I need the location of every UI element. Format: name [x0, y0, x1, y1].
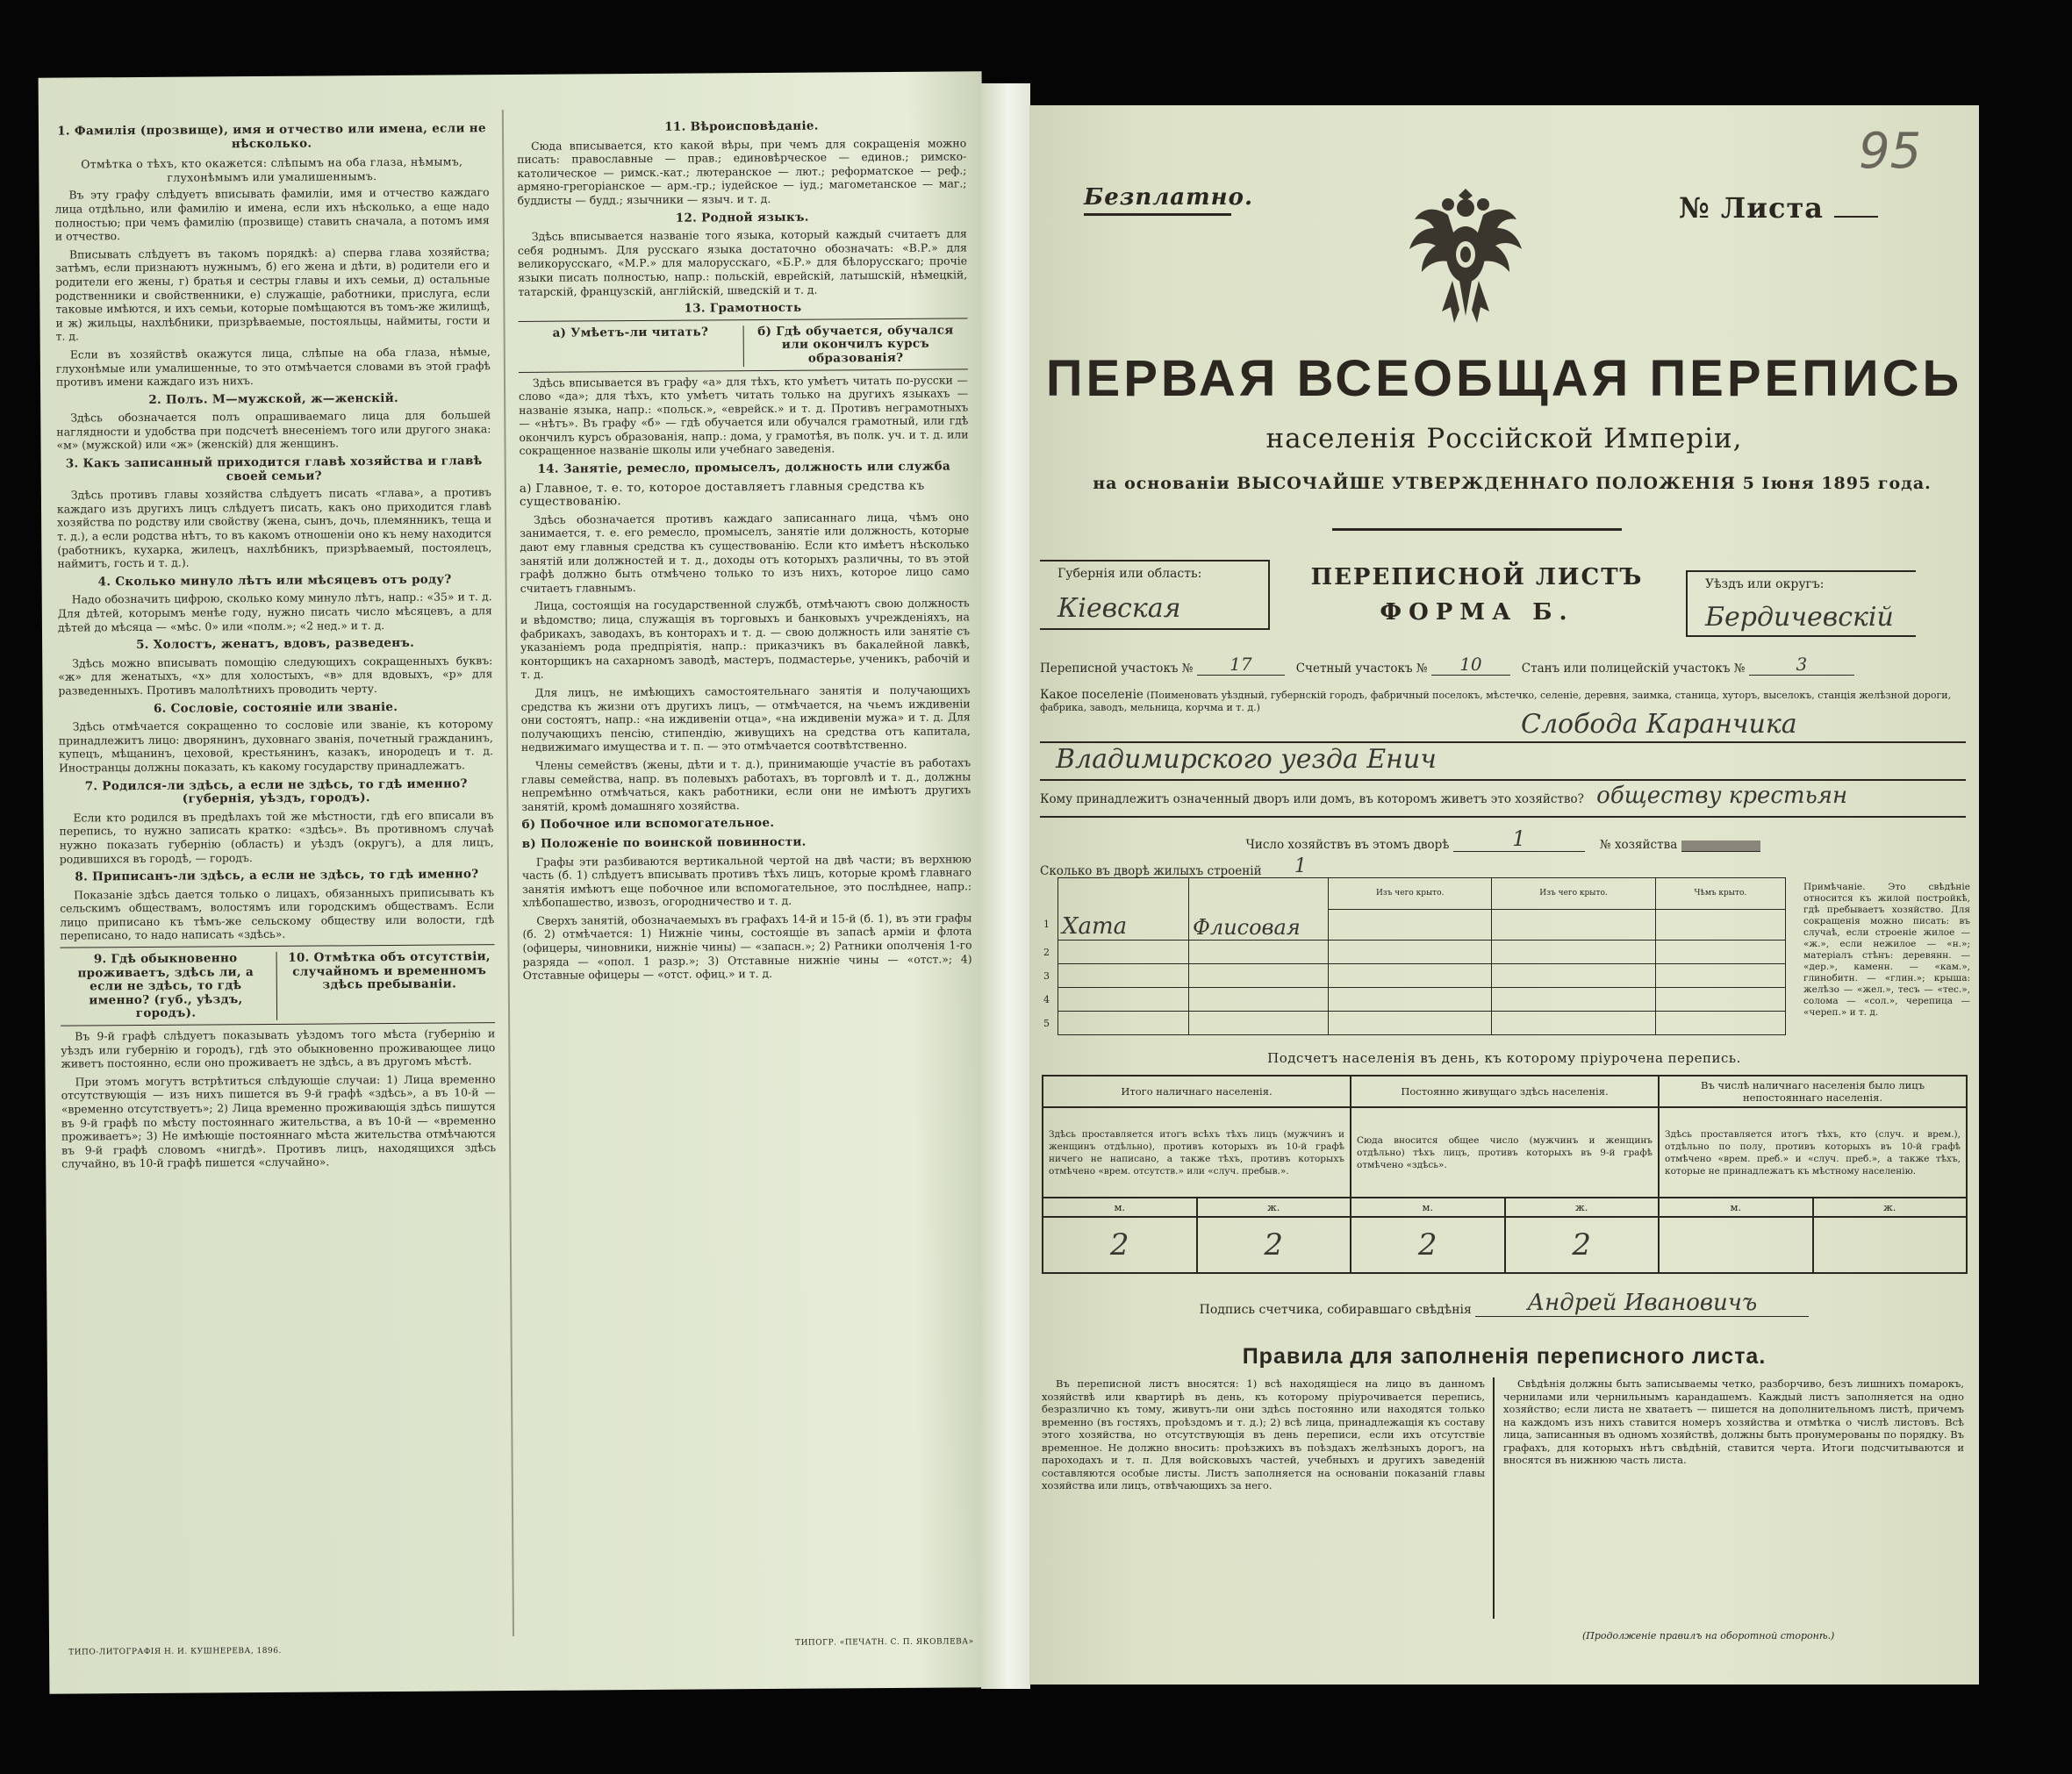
row-number: 3: [1043, 969, 1050, 982]
population-value: [1813, 1217, 1968, 1273]
households-value: 1: [1453, 826, 1585, 852]
column-divider: [502, 110, 514, 1636]
form-type-title: ПЕРЕПИСНОЙ ЛИСТЪ: [1310, 564, 1644, 590]
settlement-value: Слобода Каранчика: [1521, 709, 1797, 740]
sex-label: ж.: [1197, 1198, 1351, 1217]
population-value: 2: [1505, 1217, 1660, 1273]
district-row: [1040, 654, 1966, 676]
owner-value: обществу крестьян: [1596, 783, 1848, 809]
paragraph: Графы эти разбиваются вертикальной чертой на двѣ части; въ верхнюю часть (б. 1) слѣдуетъ вписывать противъ тѣхъ лицъ, которые кромѣ главнаго занятія имѣютъ еще побочное или вспомогательное, это послѣднее, напр.: хлѣбопашество, извозъ, огородничество и т. д.: [521, 851, 972, 910]
table-cell: Сюда вносится общее число (мужчинъ и женщинъ отдѣльно) тѣхъ лицъ, противъ которыхъ въ 9-й графѣ отмѣчено «здѣсь».: [1351, 1107, 1659, 1198]
population-value: 2: [1043, 1217, 1197, 1273]
book-spine: [981, 83, 1030, 1689]
form-subtitle: населенія Россійской Имперіи,: [1265, 423, 1743, 454]
section-heading: 7. Родился-ли здѣсь, а если не здѣсь, то гдѣ именно? (губернія, уѣздъ, городъ).: [84, 776, 468, 806]
title-rule: [1332, 528, 1622, 531]
rules-column-2: [1503, 1377, 1964, 1471]
paragraph: Сюда вписывается, кто какой вѣры, при чемъ для сокращенія можно писать: православные — прав.; единовѣрческое — единов.; римско-католическое — римск.-кат.; лютеранское — лют.; реформатское — реф.; армяно-грегоріанское — арм.-гр.; іудейское — іуд.; магометанское — маг.; буддисты — будд.; язычники — языч. и т. д.: [517, 135, 967, 207]
section-heading: 9. Гдѣ обыкновенно проживаетъ, здѣсь ли, а если не здѣсь, то гдѣ именно? (губ., уѣздъ, городъ).: [61, 952, 278, 1022]
paragraph: При этомъ могутъ встрѣтиться слѣдующіе случаи: 1) Лица временно отсутствующія — изъ нихъ пишется въ 9-й графѣ «здѣсь», а въ 10-й — «временно отсутствуетъ»; 2) Лица временно проживающія здѣсь пишутся въ 9-й графѣ по мѣсту постояннаго жительства, а въ 10-й — «временно проживаетъ»; 3) Не имѣющіе постояннаго мѣста жительства отмѣчаются въ 9-й графѣ словомъ «нигдѣ». Противъ лицъ, находящихся здѣсь случайно, въ 10-й графѣ пишется «случайно».: [61, 1071, 497, 1170]
section-heading: 4. Сколько минуло лѣтъ или мѣсяцевъ отъ роду?: [97, 572, 452, 590]
sheet-number: [1679, 191, 1878, 225]
sex-label: м.: [1659, 1198, 1813, 1217]
buildings-row: [1040, 855, 1966, 878]
paragraph: Члены семействъ (жены, дѣти и т. д.), принимающіе участіе въ работахъ главы семейства, напр. въ полевыхъ работахъ, въ торговлѣ и т. д., должны непремѣнно отмѣчаться, какъ работники, если они не имѣютъ другихъ занятій, кромѣ домашняго хозяйства.: [521, 755, 971, 813]
paragraph: Для лицъ, не имѣющихъ самостоятельнаго занятія и получающихъ средства къ жизни отъ другихъ лицъ, — отмѣчается, на чьемъ иждивеніи они состоятъ, напр.: «на иждивеніи отца», «на иждивеніи мужа» и т. д. Для получающихъ пенсію, стипендію, живущихъ на средства отъ капитала, недвижимаго имущества и т. п. — это отмѣчается соотвѣтственно.: [520, 683, 971, 755]
rules-title: Правила для заполненія переписного листа.: [1242, 1344, 1767, 1369]
paragraph: Въ эту графу слѣдуетъ вписывать фамиліи, имя и отчество каждаго лица отдѣльно, или фамилію и имена, если ихъ нѣсколько, а еще надо полностью; при чемъ фамилію (прозвище) ставить сначала, а потомъ имя и отчество.: [54, 185, 490, 243]
station-label: Станъ или полицейскій участокъ №: [1521, 662, 1746, 676]
gubernia-box: [1040, 560, 1270, 630]
section-heading: 8. Приписанъ-ли здѣсь, а если не здѣсь, то гдѣ именно?: [75, 867, 479, 884]
uezd-value: Бердичевскій: [1705, 602, 1894, 633]
households-row: [1040, 826, 1966, 852]
section-heading: 5. Холостъ, женатъ, вдовъ, разведенъ.: [136, 635, 415, 653]
sex-label: ж.: [1813, 1198, 1968, 1217]
section-heading: 14. Занятіе, ремесло, промыселъ, должность или служба: [537, 459, 951, 476]
section-heading: 6. Сословіе, состояніе или званіе.: [153, 699, 398, 716]
paragraph: Надо обозначить цифрою, сколько кому минуло лѣтъ, напр.: «35» и т. д. Для дѣтей, которымъ менѣе году, нужно писать число мѣсяцевъ, а для дѣтей до мѣсяца — «мѣс. 0» или «полм.»; «2 нед.» и т. д.: [57, 590, 492, 634]
population-caption: Подсчетъ населенія въ день, къ которому пріурочена перепись.: [1267, 1050, 1741, 1066]
paragraph: Если въ хозяйствѣ окажутся лица, слѣпые на оба глаза, нѣмые, глухонѣмые или умалишенные, то это отмѣчается словами въ этой графѣ противъ имени каждаго изъ нихъ.: [55, 345, 491, 389]
table-row: [1043, 1198, 1967, 1217]
rules-continued-note: (Продолженіе правилъ на оборотной сторонѣ.): [1582, 1630, 1835, 1642]
table-cell: Здѣсь проставляется итогъ тѣхъ, кто (случ. и врем.), отдѣльно по полу, противъ которыхъ въ 10-й графѣ отмѣчено «врем. преб.» и «случ. преб.», а также тѣхъ, которые не принадлежатъ къ мѣстному населенію.: [1659, 1107, 1967, 1198]
table-row: [1040, 988, 1786, 1012]
census-form-page: [1029, 105, 1979, 1685]
district-label: Переписной участокъ №: [1040, 662, 1194, 676]
count-district-value: 10: [1431, 654, 1510, 676]
gubernia-label: Губернія или область:: [1058, 567, 1202, 581]
free-label: Безплатно.: [1084, 184, 1253, 211]
paragraph: Здѣсь можно вписывать помощію следующихъ сокращенныхъ буквъ: «ж» для женатыхъ, «х» для холостыхъ, «в» для вдовыхъ, «р» для разведенныхъ. Противъ малолѣтнихъ проводить черту.: [58, 653, 493, 697]
left-column-1: [54, 117, 496, 1175]
population-value: 2: [1197, 1217, 1351, 1273]
double-headed-eagle-icon: [1400, 180, 1531, 338]
paragraph: Здѣсь вписывается названіе того языка, который каждый считаетъ для себя роднымъ. Для русскаго языка достаточно обозначать: «В.Р.» для великорусскаго, «М.Р.» для малорусскаго, «Б.Р.» для бѣлорусскаго; прочіе языки писать полностью, напр.: польскій, еврейскій, латышскій, нѣмецкій, татарскій, французскій, англійскій, шведскій и т. д.: [517, 226, 968, 298]
buildings-table: [1040, 877, 1786, 1035]
table-row: [1040, 1012, 1786, 1035]
section-subheading: а) Главное, т. е. то, которое доставляетъ главныя средства къ существованію.: [519, 478, 925, 510]
section-heading: 12. Родной языкъ.: [675, 210, 809, 225]
sheet-number-label: № Листа: [1679, 191, 1824, 225]
left-page: [39, 71, 993, 1693]
sex-label: м.: [1043, 1198, 1197, 1217]
printer-note: ТИПО-ЛИТОГРАФІЯ Н. И. КУШНЕРЕВА, 1896.: [68, 1646, 282, 1657]
paragraph: Показаніе здѣсь дается только о лицахъ, обязанныхъ приписывать къ сельскимъ обществамъ, волостямъ или городскимъ обществамъ. Если лицо приписано къ тѣмъ-же сельскому обществу или волости, гдѣ переписано, то надо написать «здѣсь».: [60, 884, 495, 943]
paragraph: Здѣсь обозначается полъ опрашиваемаго лица для большей наглядности и удобства при подсчетѣ внесеніемъ того или другого знака: «м» (мужской) или «ж» (женскій) для женщинъ.: [56, 408, 491, 453]
row-number: 4: [1043, 993, 1050, 1005]
owner-label: Кому принадлежитъ означенный дворъ или домъ, въ которомъ живетъ это хозяйство?: [1040, 792, 1584, 806]
paragraph: Въ 9-й графѣ слѣдуетъ показывать уѣздомъ того мѣста (губернію и уѣздъ или губернію и городъ), гдѣ это обыкновенно проживающее лицо живетъ постоянно, если оно проживаетъ не здѣсь, а въ другомъ мѣстѣ.: [61, 1026, 496, 1070]
form-type-code: ФОРМА Б.: [1380, 599, 1574, 626]
table-header: Итого наличнаго населенія.: [1043, 1076, 1351, 1107]
paragraph: Въ переписной листъ вносятся: 1) всѣ находящіеся на лицо въ данномъ хозяйствѣ или квартирѣ въ день, къ которому пріурочивается перепись, безразлично къ тому, живутъ-ли они здѣсь постоянно или находятся только временно (въ гостяхъ, проѣздомъ и т. д.); 2) всѣ лица, принадлежащія къ составу этого хозяйства, но отсутствующія въ день переписи, если ихъ отсутствіе временное. Не должно вносить: проѣзжихъ въ поѣздахъ желѣзныхъ дорогъ, на пароходахъ и т. п. Для войсковыхъ частей, учебныхъ и другихъ заведеній составляются особые листы. Листъ заполняется на основаніи показаній главы хозяйства или лицъ, отвѣчающихъ за него.: [1042, 1377, 1485, 1491]
population-value: [1659, 1217, 1813, 1273]
section-subheading: Отмѣтка о тѣхъ, кто окажется: слѣпымъ на оба глаза, нѣмымъ, глухонѣмымъ или умалишеннымъ.: [81, 154, 463, 184]
paragraph: Здѣсь обозначается противъ каждаго записаннаго лица, чѣмъ оно занимается, т. е. его ремесло, промыселъ, занятіе или должность, которые дают ему главныя средства къ существованію. Если кто имѣетъ нѣсколько занятій или должностей и т. д., доходы отъ которыхъ различны, то въ этой графѣ должно быть отмѣчено только то изъ нихъ, которое лицо само считаетъ главнымъ.: [520, 510, 970, 595]
table-header: Въ числѣ наличнаго населенія было лицъ непостояннаго населенія.: [1659, 1076, 1967, 1107]
uezd-box: [1686, 570, 1916, 637]
table-row: [1043, 1107, 1967, 1198]
section-subheading: б) Побочное или вспомогательное.: [521, 816, 775, 833]
sex-label: м.: [1351, 1198, 1505, 1217]
buildings-label: Сколько въ дворѣ жилыхъ строеній: [1040, 864, 1262, 878]
section-subheading: в) Положеніе по воинской повинности.: [521, 834, 807, 851]
owner-row: [1040, 783, 1966, 809]
column-divider: [1493, 1377, 1495, 1619]
section-heading: 3. Какъ записанный приходится главѣ хозяйства и главѣ своей семьи?: [65, 454, 483, 483]
rules-column-1: [1042, 1377, 1485, 1497]
table-cell: Здѣсь проставляется итогъ всѣхъ тѣхъ лицъ (мужчинъ и женщинъ отдѣльно), противъ которыхъ въ 10-й графѣ ничего не написано, а также тѣхъ, противъ которыхъ отмѣчено «врем. отсутств.» или «случ. пребыв.».: [1043, 1107, 1351, 1198]
table-row: [1040, 964, 1786, 988]
row-number: 5: [1043, 1017, 1050, 1029]
buildings-value: 1: [1265, 855, 1336, 878]
count-district-label: Счетный участокъ №: [1295, 662, 1428, 676]
household-no-label: № хозяйства: [1599, 838, 1678, 852]
signature-row: [1029, 1290, 1979, 1317]
section-heading: 11. Вѣроисповѣданіе.: [664, 118, 819, 134]
settlement-hint: (Поименовать уѣздный, губернскій городъ, фабричный поселокъ, мѣстечко, селеніе, деревня, заимка, станица, хуторъ, выселокъ, станція желѣзной дороги, фабрика, заводъ, мельница, корчма и т. д.): [1040, 690, 1952, 713]
fill-line: [1040, 816, 1966, 818]
population-value: 2: [1351, 1217, 1505, 1273]
free-label-underline: [1084, 213, 1231, 216]
printer-note: ТИПОГР. «ПЕЧАТН. С. П. ЯКОВЛЕВА»: [795, 1637, 974, 1648]
fill-line: [1040, 779, 1966, 781]
settlement-row: [1040, 689, 1966, 714]
gubernia-value: Кіевская: [1058, 593, 1181, 624]
district-value: 17: [1197, 654, 1285, 676]
section-heading: 10. Отмѣтка объ отсутствіи, случайномъ и временномъ здѣсь пребываніи.: [288, 949, 491, 992]
paragraph: Здѣсь вписывается въ графу «а» для тѣхъ, кто умѣетъ читать по-русски — слово «да»; для тѣхъ, кто умѣетъ читать только на другихъ языкахъ — названіе языка, напр.: «польск.», «еврейск.» и т. д. Противъ неграмотныхъ — «нѣтъ». Въ графу «б» — гдѣ обучается или обучался грамотный, или гдѣ окончилъ курсъ образованія, напр.: дома, у грамотѣя, въ полк. уч. и т. д. или сокращенное названіе школы или учебнаго заведенія.: [519, 372, 969, 458]
left-column-2: [517, 113, 972, 986]
section-subheading: а) Умѣетъ-ли читать?: [519, 325, 744, 368]
table-row: [1040, 878, 1786, 910]
table-header: Изъ чего крыто.: [1492, 878, 1655, 910]
table-cell: Хата: [1058, 878, 1189, 941]
sheet-number-value: [1834, 216, 1878, 218]
settlement-label: Какое поселеніе: [1040, 688, 1144, 702]
archive-page-number: 95: [1859, 123, 1922, 180]
row-number: 2: [1043, 946, 1050, 958]
table-row: [1043, 1217, 1967, 1273]
paragraph: Здѣсь отмѣчается сокращенно то сословіе или званіе, къ которому принадлежитъ лицо: дворянинъ, духовнаго званія, почетный гражданинъ, купецъ, мѣщанинъ, цеховой, крестьянинъ, казакъ, инородецъ и т. д. Иностранцы должны показать, къ какому государству принадлежатъ.: [58, 717, 494, 775]
table-header: Постоянно живущаго здѣсь населенія.: [1351, 1076, 1659, 1107]
signature-label: Подпись счетчика, собиравшаго свѣдѣнія: [1199, 1303, 1472, 1317]
paragraph: Сверхъ занятій, обозначаемыхъ въ графахъ 14-й и 15-й (б. 1), въ эти графы (б. 2) отмѣчается: 1) Нижніе чины, состоящіе въ запасѣ арміи и флота (офицеры, чиновники, нижніе чины) — «запасн.»; 2) Ратники ополченія 1-го разряда — «опол. 1 разр.»; 3) Отставные нижніе чины — «отст.»; 4) Отставные офицеры — «отст. офиц.» и т. д.: [522, 911, 972, 983]
fill-line: [1040, 741, 1966, 743]
paragraph: Лица, состоящія на государственной службѣ, отмѣчаютъ свою должность и вѣдомство; лица, служащія въ торговыхъ и банковыхъ учрежденіяхъ, на фабрикахъ, заводахъ, въ конторахъ и т. д. — свою должность или занятіе съ указаніемъ рода предпріятія, напр.: приказчикъ въ бакалейной лавкѣ, конторщикъ на сахарномъ заводѣ, мастеръ, подмастерье, ученикъ, рабочій и т. д.: [520, 596, 971, 682]
station-value: 3: [1749, 654, 1854, 676]
section-heading: 13. Грамотность: [684, 300, 802, 316]
buildings-note: Примѣчаніе. Это свѣдѣніе относится къ жилой постройкѣ, гдѣ пребываетъ хозяйство. Для сокращенія можно писать: въ случаѣ, если строеніе жилое — «ж.», если нежилое — «н.»; матеріалъ стѣнъ: деревянн. — «дер.», каменн. — «кам.», глинобитн. — «глин.»; крыша: желѣзо — «жел.», тесъ — «тес.», солома — «сол.», черепица — «череп.» и т. д.: [1803, 882, 1970, 1018]
table-header: Чѣмъ крыто.: [1655, 878, 1785, 910]
paragraph: Здѣсь противъ главы хозяйства слѣдуетъ писать «глава», а противъ каждаго изъ другихъ лицъ слѣдуетъ писать, какъ оно приходится главѣ хозяйства по родству или свойству (жена, сынъ, дочь, племянникъ, теща и т. д.), а если родства нѣтъ, то въ какомъ отношеніи оно къ нему находится (работникъ, кухарка, жилецъ, нахлѣбникъ, призрѣваемый, постоялецъ, наймитъ, гость и т. д.).: [56, 485, 492, 570]
section-subheading: б) Гдѣ обучается, обучался или окончилъ курсъ образованія?: [757, 323, 954, 366]
household-no-redacted: [1681, 841, 1760, 852]
uezd-label: Уѣздъ или округъ:: [1705, 577, 1825, 591]
paragraph: Свѣдѣнія должны быть записываемы четко, разборчиво, безъ лишнихъ помарокъ, чернилами или чернильнымъ карандашемъ. Каждый листъ заполняется на одно хозяйство; если листа не хватаетъ — пишется на дополнительномъ листѣ, причемъ на каждомъ изъ нихъ ставится номеръ хозяйства и отмѣтка о числѣ листовъ. Всѣ лица, записанныя въ одномъ хозяйствѣ, должны быть пронумерованы по порядку. Въ графахъ, для которыхъ нѣтъ свѣдѣній, ставится черта. Итоги подсчитываются и вносятся въ нижнюю часть листа.: [1503, 1377, 1964, 1466]
households-label: Число хозяйствъ въ этомъ дворѣ: [1245, 838, 1450, 852]
section-heading: 1. Фамилія (прозвище), имя и отчество или имена, если не нѣсколько.: [57, 121, 486, 151]
population-table: [1042, 1075, 1968, 1274]
paragraph: Вписывать слѣдуетъ въ такомъ порядкѣ: а) сперва глава хозяйства; затѣмъ, если признаютъ нужнымъ, б) его жена и дѣти, в) родители его и родители его жены, г) братья и сестры главы и ихъ семьи, д) остальные родственники и свойственники, е) служащіе, работники, прислуга, если таковые имѣются, и ихъ семьи, которые помѣщаются въ томъ-же жилищѣ, и ж) жильцы, нахлѣбники, призрѣваемые, постояльцы, наймиты, гости и т. д.: [55, 244, 491, 343]
paragraph: Если кто родился въ предѣлахъ той же мѣстности, гдѣ его вписали въ перепись, то нужно записать кратко: «здѣсь». Въ противномъ случаѣ нужно показать губернію (область) и уѣздъ (округъ), а для лицъ, родившихся въ городѣ, — городъ.: [59, 807, 494, 866]
sex-label: ж.: [1505, 1198, 1660, 1217]
section-heading: 2. Полъ. М—мужской, ж—женскій.: [148, 390, 399, 407]
table-cell: Флисовая: [1189, 878, 1329, 941]
signature-value: Андрей Ивановичъ: [1475, 1290, 1809, 1317]
table-row: [1040, 941, 1786, 964]
form-type: [1280, 560, 1674, 630]
settlement-value-cont: Владимирского уезда Енич: [1056, 744, 1437, 775]
form-title: ПЕРВАЯ ВСЕОБЩАЯ ПЕРЕПИСЬ: [1045, 350, 1963, 407]
table-header: Изъ чего крыто.: [1329, 878, 1492, 910]
row-number: 1: [1043, 919, 1050, 931]
legal-basis: на основаніи ВЫСОЧАЙШЕ УТВЕРЖДЕННАГО ПОЛОЖЕНІЯ 5 Іюня 1895 года.: [1093, 474, 1932, 493]
table-row: [1043, 1076, 1967, 1107]
